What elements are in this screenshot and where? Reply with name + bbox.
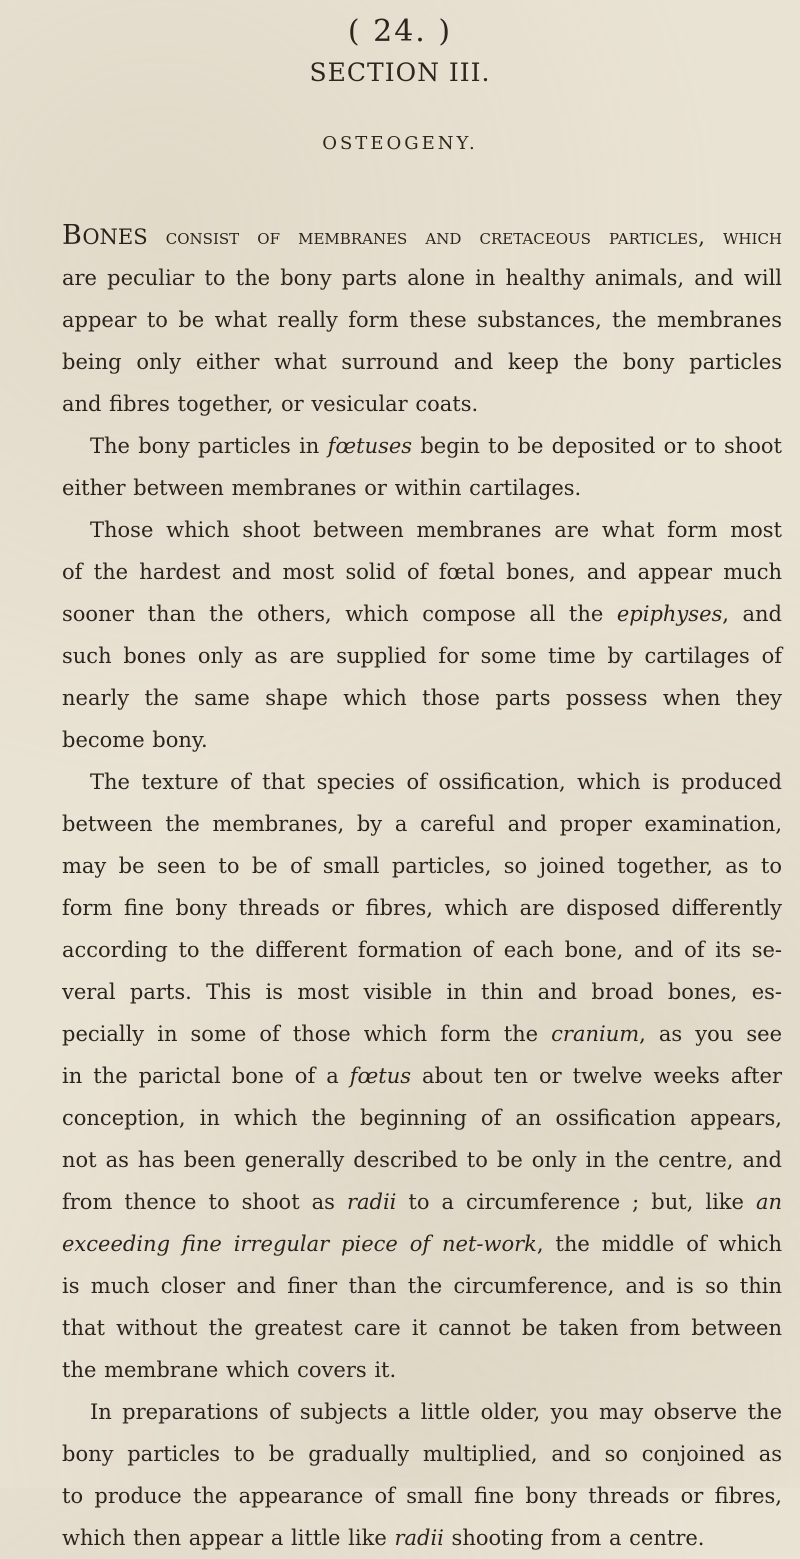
text-segment: in the parictal bone of a <box>62 1064 350 1088</box>
italic-term: exceeding fine irregular piece of net-work <box>62 1232 537 1256</box>
italic-term: cranium <box>551 1022 640 1046</box>
text-line <box>62 1139 782 1181</box>
text-segment: either between membranes or within cartilages. <box>62 476 582 500</box>
text-segment: to a circumference ; but, like <box>396 1190 756 1214</box>
text-segment: to produce the appearance of small fine bony threads or fibres, <box>62 1484 782 1508</box>
italic-term: fœtuses <box>327 434 413 458</box>
text-line <box>62 1349 782 1391</box>
text-segment: shooting from a centre. <box>443 1526 705 1550</box>
text-line <box>62 551 782 593</box>
text-line <box>62 719 782 761</box>
text-segment: pecially in some of those which form the <box>62 1022 552 1046</box>
text-segment: conception, in which the beginning of an ossification appears, <box>62 1106 782 1130</box>
text-line <box>62 257 782 299</box>
text-line <box>62 1391 782 1433</box>
text-line <box>62 341 782 383</box>
text-line <box>62 635 782 677</box>
text-segment: bony particles to be gradually multiplied, and so conjoined as <box>62 1442 782 1466</box>
text-segment: begin to be deposited or to shoot <box>412 434 782 458</box>
text-line <box>62 1013 782 1055</box>
text-segment: between the membranes, by a careful and proper examination, <box>62 812 782 836</box>
text-line <box>62 1055 782 1097</box>
text-segment: that without the greatest care it cannot be taken from between <box>62 1316 782 1340</box>
text-segment: , and <box>722 602 782 626</box>
section-title: SECTION III. <box>309 58 491 87</box>
italic-term: an <box>755 1190 782 1214</box>
text-segment: , as you see <box>639 1022 782 1046</box>
text-segment: of the hardest and most solid of fœtal bones, and appear much <box>62 560 782 584</box>
text-segment: may be seen to be of small particles, so joined together, as to <box>62 854 782 878</box>
text-segment: from thence to shoot as <box>62 1190 347 1214</box>
italic-term: radii <box>394 1526 444 1550</box>
text-segment: appear to be what really form these substances, the membranes <box>62 308 782 332</box>
text-line <box>62 971 782 1013</box>
text-line <box>62 1265 782 1307</box>
text-line <box>62 299 782 341</box>
text-line <box>62 929 782 971</box>
text-line <box>62 383 782 425</box>
text-segment: such bones only as are supplied for some time by cartilages of <box>62 644 782 668</box>
text-line <box>62 1433 782 1475</box>
text-segment: the membrane which covers it. <box>62 1358 397 1382</box>
initial-capital: B <box>62 220 83 251</box>
text-segment: ONES consist of membranes and cretaceous particles, which <box>82 225 782 249</box>
text-line <box>62 1475 782 1517</box>
text-line <box>62 761 782 803</box>
italic-term: radii <box>346 1190 397 1214</box>
body-text <box>62 215 782 1559</box>
text-segment: form fine bony threads or fibres, which are disposed differently <box>62 896 782 920</box>
italic-term: epiphyses <box>616 602 723 626</box>
italic-term: fœtus <box>349 1064 412 1088</box>
text-segment: The texture of that species of ossification, which is produced <box>90 770 782 794</box>
text-line <box>62 593 782 635</box>
text-segment: not as has been generally described to be only in the centre, and <box>62 1148 782 1172</box>
text-segment: Those which shoot between membranes are what form most <box>90 518 782 542</box>
text-segment: being only either what surround and keep the bony particles <box>62 350 782 374</box>
chapter-subtitle: OSTEOGENY. <box>322 133 478 154</box>
text-line <box>62 1307 782 1349</box>
text-segment: nearly the same shape which those parts possess when they <box>62 686 782 710</box>
text-segment: The bony particles in <box>90 434 328 458</box>
text-segment: sooner than the others, which compose all the <box>62 602 617 626</box>
text-line <box>62 215 782 257</box>
text-line <box>62 845 782 887</box>
text-segment: become bony. <box>62 728 208 752</box>
text-line <box>62 887 782 929</box>
text-segment: is much closer and finer than the circumference, and is so thin <box>62 1274 782 1298</box>
text-line <box>62 1223 782 1265</box>
text-segment: veral parts. This is most visible in thin and broad bones, es- <box>62 980 782 1004</box>
text-line <box>62 1097 782 1139</box>
text-line <box>62 1181 782 1223</box>
text-line <box>62 803 782 845</box>
text-line <box>62 425 782 467</box>
text-segment: which then appear a little like <box>62 1526 395 1550</box>
page-folio: ( 24. ) <box>347 14 453 49</box>
text-segment: In preparations of subjects a little older, you may observe the <box>90 1400 782 1424</box>
text-segment: and fibres together, or vesicular coats. <box>62 392 479 416</box>
text-segment: are peculiar to the bony parts alone in healthy animals, and will <box>62 266 782 290</box>
text-segment: about ten or twelve weeks after <box>411 1064 782 1088</box>
text-segment: according to the different formation of each bone, and of its se- <box>62 938 782 962</box>
text-line <box>62 677 782 719</box>
text-line <box>62 509 782 551</box>
text-segment: , the middle of which <box>536 1232 782 1256</box>
text-line <box>62 1517 782 1559</box>
text-line <box>62 467 782 509</box>
